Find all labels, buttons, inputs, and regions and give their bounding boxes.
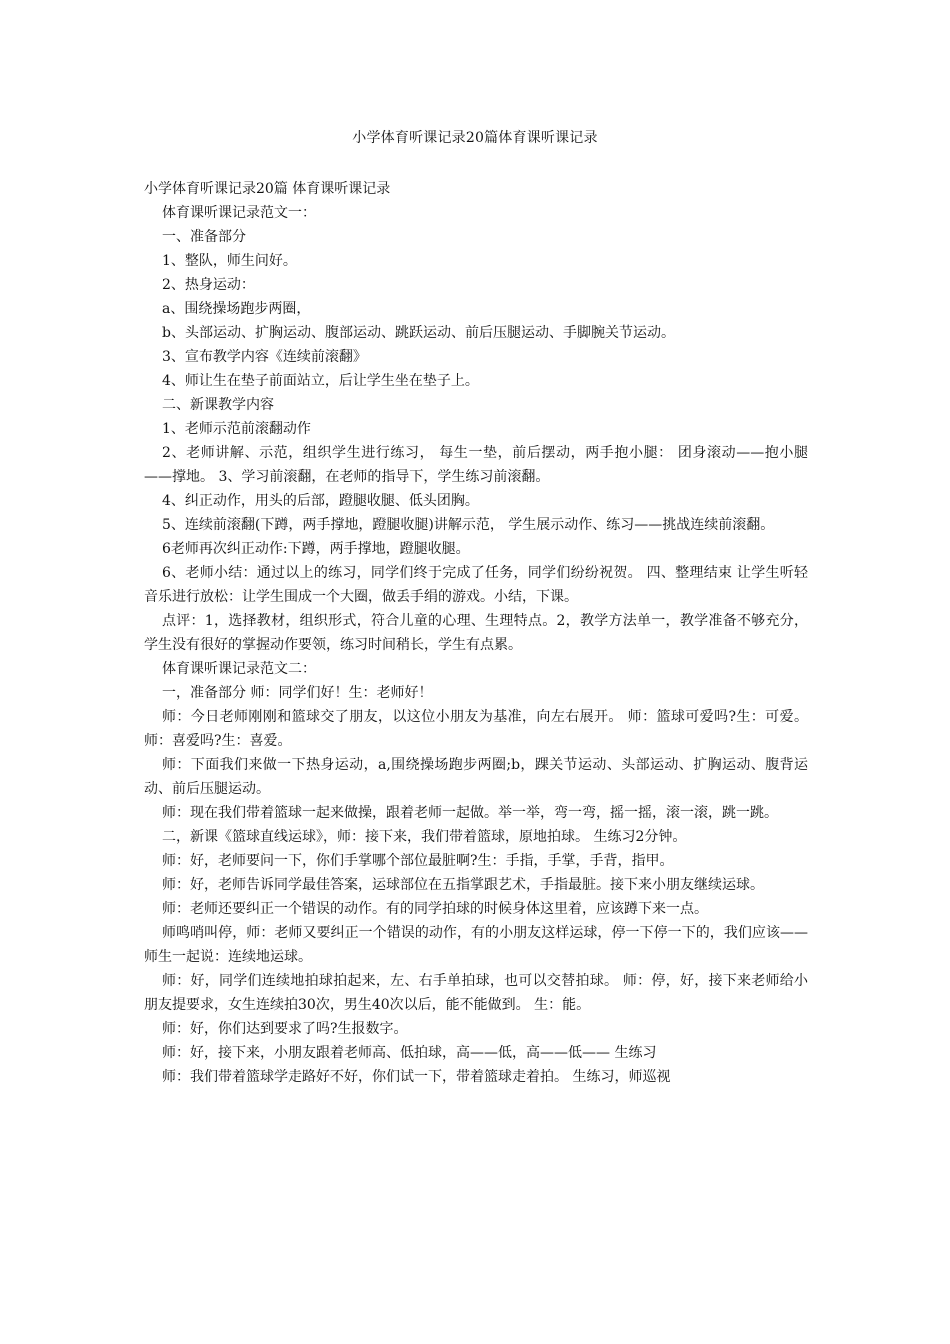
- paragraph: 师：好，老师告诉同学最佳答案，运球部位在五指掌跟艺术，手指最脏。接下来小朋友继续运球。: [162, 877, 764, 893]
- document-body: [144, 177, 808, 1089]
- paragraph: 体育课听课记录范文二：: [162, 661, 316, 677]
- paragraph: 师：好，接下来，小朋友跟着老师高、低拍球，高——低，高——低—— 生练习: [162, 1045, 657, 1061]
- paragraph: 师：我们带着篮球学走路好不好，你们试一下，带着篮球走着拍。 生练习，师巡视: [162, 1069, 671, 1085]
- paragraph: 1、整队，师生问好。: [162, 253, 297, 269]
- paragraph: 师：老师还要纠正一个错误的动作。有的同学拍球的时候身体这里着，应该蹲下来一点。: [162, 901, 708, 917]
- paragraph: 1、老师示范前滚翻动作: [162, 421, 311, 437]
- paragraph: 一，准备部分 师：同学们好！生：老师好！: [162, 685, 433, 701]
- paragraph: 3、宣布教学内容《连续前滚翻》: [162, 349, 367, 365]
- paragraph: 师：现在我们带着篮球一起来做操，跟着老师一起做。举一举，弯一弯，摇一摇，滚一滚，跳一跳。: [162, 805, 778, 821]
- paragraph: 5、连续前滚翻(下蹲，两手撑地，蹬腿收腿)讲解示范， 学生展示动作、练习——挑战连续前滚翻。: [162, 517, 775, 533]
- paragraph: b、头部运动、扩胸运动、腹部运动、跳跃运动、前后压腿运动、手脚腕关节运动。: [162, 325, 675, 341]
- paragraph: 6、老师小结：通过以上的练习，同学们终于完成了任务，同学们纷纷祝贺。 四、整理结束 让学生听轻音乐进行放松：让学生围成一个大圈，做丢手绢的游戏。小结，下课。: [144, 565, 808, 605]
- paragraph: 师：好，你们达到要求了吗?生报数字。: [162, 1021, 408, 1037]
- paragraph: 4、师让生在垫子前面站立，后让学生坐在垫子上。: [162, 373, 479, 389]
- paragraph: 师：好，老师要问一下，你们手掌哪个部位最脏啊?生：手指，手掌，手背，指甲。: [162, 853, 674, 869]
- paragraph: 二，新课《篮球直线运球》，师：接下来，我们带着篮球，原地拍球。 生练习2分钟。: [162, 829, 687, 845]
- paragraph: 师：下面我们来做一下热身运动，a,围绕操场跑步两圈;b，踝关节运动、头部运动、扩胸运动、腹背运动、前后压腿运动。: [144, 757, 808, 797]
- paragraph: 师鸣哨叫停，师：老师又要纠正一个错误的动作，有的小朋友这样运球，停一下停一下的，我们应该—— 师生一起说：连续地运球。: [144, 925, 808, 965]
- paragraph: 师：今日老师刚刚和篮球交了朋友，以这位小朋友为基准，向左右展开。 师：篮球可爱吗?生：可爱。 师：喜爱吗?生：喜爱。: [144, 709, 808, 749]
- paragraph: 2、老师讲解、示范，组织学生进行练习， 每生一垫，前后摆动，两手抱小腿： 团身滚动——抱小腿——撑地。 3、学习前滚翻，在老师的指导下，学生练习前滚翻。: [144, 445, 808, 485]
- paragraph: 师：好，同学们连续地拍球拍起来，左、右手单拍球，也可以交替拍球。 师：停，好，接下来老师给小朋友提要求，女生连续拍30次，男生40次以后，能不能做到。 生：能。: [144, 973, 808, 1013]
- paragraph: 一、准备部分: [162, 229, 246, 245]
- paragraph: 6老师再次纠正动作:下蹲，两手撑地，蹬腿收腿。: [162, 541, 470, 557]
- paragraph: 二、新课教学内容: [162, 397, 274, 413]
- document-title: 小学体育听课记录20篇体育课听课记录: [352, 130, 598, 146]
- paragraph: 点评：1，选择教材，组织形式，符合儿童的心理、生理特点。2，教学方法单一，教学准备不够充分，学生没有很好的掌握动作要领，练习时间稍长，学生有点累。: [144, 613, 808, 653]
- paragraph: a、围绕操场跑步两圈，: [162, 301, 311, 317]
- paragraph: 体育课听课记录范文一：: [162, 205, 316, 221]
- paragraph: 4、纠正动作，用头的后部，蹬腿收腿、低头团胸。: [162, 493, 479, 509]
- document-subtitle: 小学体育听课记录20篇 体育课听课记录: [144, 181, 391, 197]
- paragraph: 2、热身运动：: [162, 277, 255, 293]
